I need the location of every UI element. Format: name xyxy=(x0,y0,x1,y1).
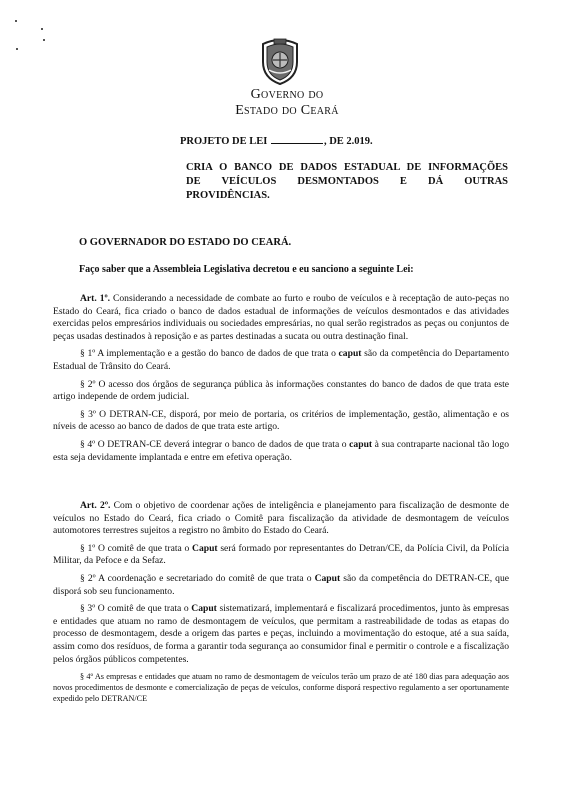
scan-speck xyxy=(16,48,18,50)
summary-line: DE VEÍCULOS DESMONTADOS E DÁ OUTRAS xyxy=(186,176,508,187)
bill-prefix: PROJETO DE LEI xyxy=(180,136,268,147)
paragraph-text: à sua contraparte nacional tão logo esta seja devidamente implantada e entre em efetiva operação. xyxy=(53,438,509,463)
scan-speck xyxy=(15,20,17,22)
caput-term: Caput xyxy=(192,542,218,554)
paragraph-text: sistematizará, implementará e fiscalizará procedimentos, junto às empresas e entidades que atuam no ramo de desmontagem de veículos, que permitam a rastreabilidade de todas as etapas do processo de desmontagem, desde a origem das partes e peças, incluindo a movimentação do estoque, até a sua saída, assim como dos resíduos, de forma a garantir toda segurança ao consumidor final e permitir o controle e a fiscalização pelos órgãos públicos competentes. xyxy=(53,603,509,665)
article-label: Art. 1º. xyxy=(80,293,111,304)
caput-term: Caput xyxy=(191,603,217,615)
paragraph-text: será formado por representantes do Detran/CE, da Polícia Civil, da Polícia Militar, da Pefoce e da Sefaz. xyxy=(53,542,509,567)
header-line-2: Estado do Ceará xyxy=(235,103,339,118)
paragraph-2: § 2º O acesso dos órgãos de segurança pública às informações constantes do banco de dados de que trata este artigo independe de ordem judicial. xyxy=(53,378,509,403)
header-line-1: Governo do xyxy=(250,87,324,102)
paragraph-text: são da competência do DETRAN-CE, que disporá sob seu funcionamento. xyxy=(53,572,509,597)
article-text: Considerando a necessidade de combate ao furto e roubo de veículos e à receptação de auto-peças no Estado do Ceará, fica criado o banco de dados estadual de informações de veículos desmontados e das atividades exercidas pelos empresários individuais ou sociedades empresárias, no qual serão registrados as peças ou conjuntos de peças usadas destinados à reposição e as partes destinadas a sucata ou outra destinação final. xyxy=(53,293,509,342)
bill-summary xyxy=(186,161,508,203)
paragraph-text: § 1º O comitê de que trata o xyxy=(80,542,193,554)
caput-term: Caput xyxy=(314,572,341,584)
summary-line: PROVIDÊNCIAS. xyxy=(186,190,270,201)
paragraph-text: § 1º A implementação e a gestão do banco de dados de que trata o xyxy=(80,348,339,360)
governor-heading: O GOVERNADOR DO ESTADO DO CEARÁ. xyxy=(79,237,292,248)
bill-number-line xyxy=(180,135,373,147)
scan-speck xyxy=(43,39,45,41)
paragraph-text: § 3º O comitê de que trata o xyxy=(80,603,192,615)
paragraph-4: § 4º As empresas e entidades que atuam no ramo de desmontagem de veículos terão um prazo de até 180 dias para adequação aos novos procedimentos de desmonte e comercialização de peças de veículos, conforme disporá respectivo regulamento a ser oportunamente expedido pelo DETRAN/CE xyxy=(53,672,509,704)
paragraph-3 xyxy=(53,603,509,666)
paragraph-text: § 4º O DETRAN-CE deverá integrar o banco de dados de que trata o xyxy=(80,438,350,450)
summary-line: CRIA O BANCO DE DADOS ESTADUAL DE INFORMAÇÕES xyxy=(186,162,508,173)
scan-speck xyxy=(41,28,43,30)
paragraph-text: § 2º A coordenação e secretariado do comitê de que trata o xyxy=(80,572,315,584)
article-2 xyxy=(53,500,509,709)
bill-suffix: , DE 2.019. xyxy=(323,136,373,147)
coat-of-arms-icon xyxy=(257,38,303,86)
article-label: Art. 2º. xyxy=(80,500,111,511)
article-1 xyxy=(53,293,509,469)
paragraph-3: § 3º O DETRAN-CE, disporá, por meio de portaria, os critérios de implementação, gestão, alimentação e os níveis de acesso ao banco de dados de que trata este artigo. xyxy=(53,408,509,433)
caput-term: caput xyxy=(338,348,362,360)
caput-term: caput xyxy=(349,438,373,450)
paragraph-1 xyxy=(53,543,509,568)
paragraph-2 xyxy=(53,573,509,598)
article-text: Com o objetivo de coordenar ações de inteligência e planejamento para fiscalização de desmonte de veículos no Estado do Ceará, fica criado o Comitê para fiscalização da atividade de desmontagem de veículos automotores terrestres sujeitos a registro no âmbito do Estado do Ceará. xyxy=(53,500,509,537)
paragraph-4 xyxy=(53,439,509,464)
paragraph-1 xyxy=(53,348,509,373)
paragraph-text: são da competência do Departamento Estadual de Trânsito do Ceará. xyxy=(53,348,509,372)
enactment-clause: Faço saber que a Assembleia Legislativa decretou e eu sanciono a seguinte Lei: xyxy=(79,264,414,275)
article-1-caput xyxy=(53,293,509,343)
bill-number-blank xyxy=(271,135,323,144)
article-2-caput xyxy=(53,500,509,538)
government-header xyxy=(212,87,362,119)
